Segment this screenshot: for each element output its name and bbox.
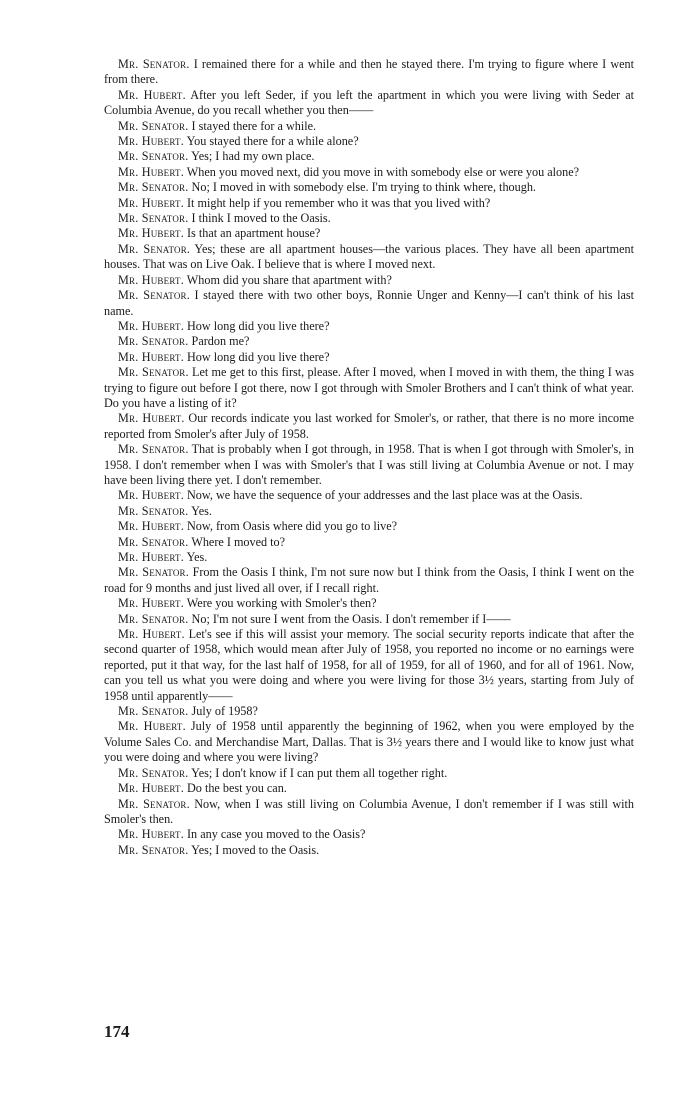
speaker-name: Mr. Hubert. [118,272,184,287]
transcript-paragraph [104,550,634,565]
utterance-text: How long did you live there? [187,349,330,364]
utterance-text: It might help if you remember who it was that you lived with? [187,195,491,210]
speaker-name: Mr. Hubert. [118,411,185,426]
transcript-paragraph [104,504,634,519]
transcript-paragraph [104,827,634,842]
speaker-name: Mr. Hubert. [118,226,184,241]
transcript-paragraph [104,180,634,195]
transcript-paragraph [104,319,634,334]
speaker-name: Mr. Senator. [118,503,189,518]
speaker-name: Mr. Senator. [118,765,189,780]
utterance-text: Yes; I don't know if I can put them all together right. [191,765,448,780]
utterance-text: Whom did you share that apartment with? [186,272,392,287]
transcript-paragraph [104,719,634,765]
speaker-name: Mr. Senator. [118,288,190,303]
transcript-paragraph [104,242,634,273]
speaker-name: Mr. Hubert. [118,134,184,149]
transcript-paragraph [104,411,634,442]
transcript-paragraph [104,165,634,180]
speaker-name: Mr. Senator. [118,796,190,811]
utterance-text: I remained there for a while and then he stayed there. I'm trying to figure where I went from there. [104,57,635,87]
utterance-text: Now, from Oasis where did you go to live? [187,519,398,534]
transcript-paragraph [104,535,634,550]
speaker-name: Mr. Senator. [118,57,190,71]
utterance-text: Yes. [186,550,208,564]
speaker-name: Mr. Hubert. [118,519,184,534]
transcript-paragraph [104,119,634,134]
transcript-paragraph [104,57,634,88]
speaker-name: Mr. Senator. [118,842,189,857]
utterance-text: No; I'm not sure I went from the Oasis. I don't remember if I—— [191,611,511,626]
utterance-text: Let me get to this first, please. After I moved, when I moved in with them, the thing I was trying to figure out before I got there, now I got through with Smoler Brothers and I can't think of what year. Do you have a listing of it? [104,365,635,410]
transcript-paragraph [104,766,634,781]
transcript-paragraph [104,442,634,488]
speaker-name: Mr. Senator. [118,704,189,719]
utterance-text: In any case you moved to the Oasis? [187,827,366,842]
speaker-name: Mr. Senator. [118,149,189,164]
transcript-paragraph [104,196,634,211]
speaker-name: Mr. Senator. [118,565,189,580]
transcript-paragraph [104,781,634,796]
utterance-text: No; I moved in with somebody else. I'm trying to think where, though. [191,180,536,195]
utterance-text: I stayed there for a while. [191,118,317,133]
transcript-paragraph [104,565,634,596]
page-number: 174 [104,1022,130,1041]
utterance-text: July of 1958 until apparently the beginning of 1962, when you were employed by the Volume Sales Co. and Merchandise Mart, Dallas. That is 3½ years there and I would like to know just what you were doing and where you were living? [104,719,635,765]
transcript-paragraph [104,288,634,319]
transcript-paragraph [104,149,634,164]
utterance-text: Pardon me? [191,334,250,349]
transcript-paragraph [104,519,634,534]
transcript-paragraph [104,488,634,503]
utterance-text: After you left Seder, if you left the apartment in which you were living with Seder at Columbia Avenue, do you recall whether you then—— [104,87,635,118]
transcript-paragraph [104,843,634,858]
speaker-name: Mr. Hubert. [118,195,184,210]
speaker-name: Mr. Hubert. [118,781,184,796]
speaker-name: Mr. Senator. [118,611,189,626]
speaker-name: Mr. Hubert. [118,349,184,364]
utterance-text: You stayed there for a while alone? [186,134,359,149]
utterance-text: That is probably when I got through, in 1958. That is when I got through with Smoler's, in 1958. I don't remember when I was with Smoler's that I was still living at Columbia Avenue or not. I may have been living there yet. I don't remember. [104,442,634,487]
speaker-name: Mr. Senator. [118,365,189,380]
speaker-name: Mr. Senator. [118,241,191,256]
utterance-text: Where I moved to? [191,534,286,549]
transcript-paragraph [104,211,634,226]
transcript-paragraph [104,350,634,365]
utterance-text: Do the best you can. [187,781,287,796]
speaker-name: Mr. Hubert. [118,87,186,102]
utterance-text: Yes. [191,503,212,518]
speaker-name: Mr. Hubert. [118,164,184,179]
transcript-paragraph [104,627,634,704]
utterance-text: I think I moved to the Oasis. [191,211,331,226]
transcript-paragraph [104,612,634,627]
speaker-name: Mr. Senator. [118,118,189,133]
utterance-text: July of 1958? [191,704,258,719]
utterance-text: Yes; these are all apartment houses—the various places. They have all been apartment houses. That was on Live Oak. I believe that is where I moved next. [104,241,634,272]
utterance-text: I stayed there with two other boys, Ronnie Unger and Kenny—I can't think of his last name. [104,288,634,318]
utterance-text: Now, we have the sequence of your addresses and the last place was at the Oasis. [187,488,583,503]
utterance-text: Now, when I was still living on Columbia Avenue, I don't remember if I was still with Smoler's then. [104,796,635,826]
testimony-transcript [104,57,634,858]
speaker-name: Mr. Senator. [118,442,189,457]
utterance-text: Yes; I had my own place. [191,149,315,164]
speaker-name: Mr. Hubert. [118,627,185,642]
utterance-text: From the Oasis I think, I'm not sure now but I think from the Oasis, I think I went on the road for 9 months and just lived all over, if I recall right. [104,565,635,595]
transcript-paragraph [104,334,634,349]
speaker-name: Mr. Hubert. [118,488,184,503]
transcript-paragraph [104,797,634,828]
speaker-name: Mr. Senator. [118,211,189,226]
transcript-paragraph [104,88,634,119]
utterance-text: Our records indicate you last worked for Smoler's, or rather, that there is no more income reported from Smoler's after July of 1958. [104,411,635,441]
speaker-name: Mr. Hubert. [118,596,184,611]
transcript-paragraph [104,134,634,149]
transcript-paragraph [104,596,634,611]
transcript-paragraph [104,704,634,719]
speaker-name: Mr. Senator. [118,334,189,349]
utterance-text: When you moved next, did you move in with somebody else or were you alone? [186,164,580,179]
speaker-name: Mr. Hubert. [118,827,184,842]
speaker-name: Mr. Hubert. [118,318,184,333]
speaker-name: Mr. Hubert. [118,550,184,564]
utterance-text: Let's see if this will assist your memory. The social security reports indicate that after the second quarter of 1958, which would mean after July of 1958, you reported no income or no earnings were reported, put it that way, for the last half of 1958, for all of 1959, for all of 1960, and for all of 1961. Now, can you tell us what you were doing and where you were living for those 3½ years, starting from July of 1958 until apparently—— [104,627,634,703]
utterance-text: Were you working with Smoler's then? [186,596,377,611]
utterance-text: Is that an apartment house? [187,226,321,241]
speaker-name: Mr. Hubert. [118,719,186,734]
speaker-name: Mr. Senator. [118,180,189,195]
transcript-paragraph [104,273,634,288]
utterance-text: How long did you live there? [187,318,330,333]
utterance-text: Yes; I moved to the Oasis. [191,842,320,857]
transcript-paragraph [104,365,634,411]
transcript-paragraph [104,226,634,241]
speaker-name: Mr. Senator. [118,534,189,549]
